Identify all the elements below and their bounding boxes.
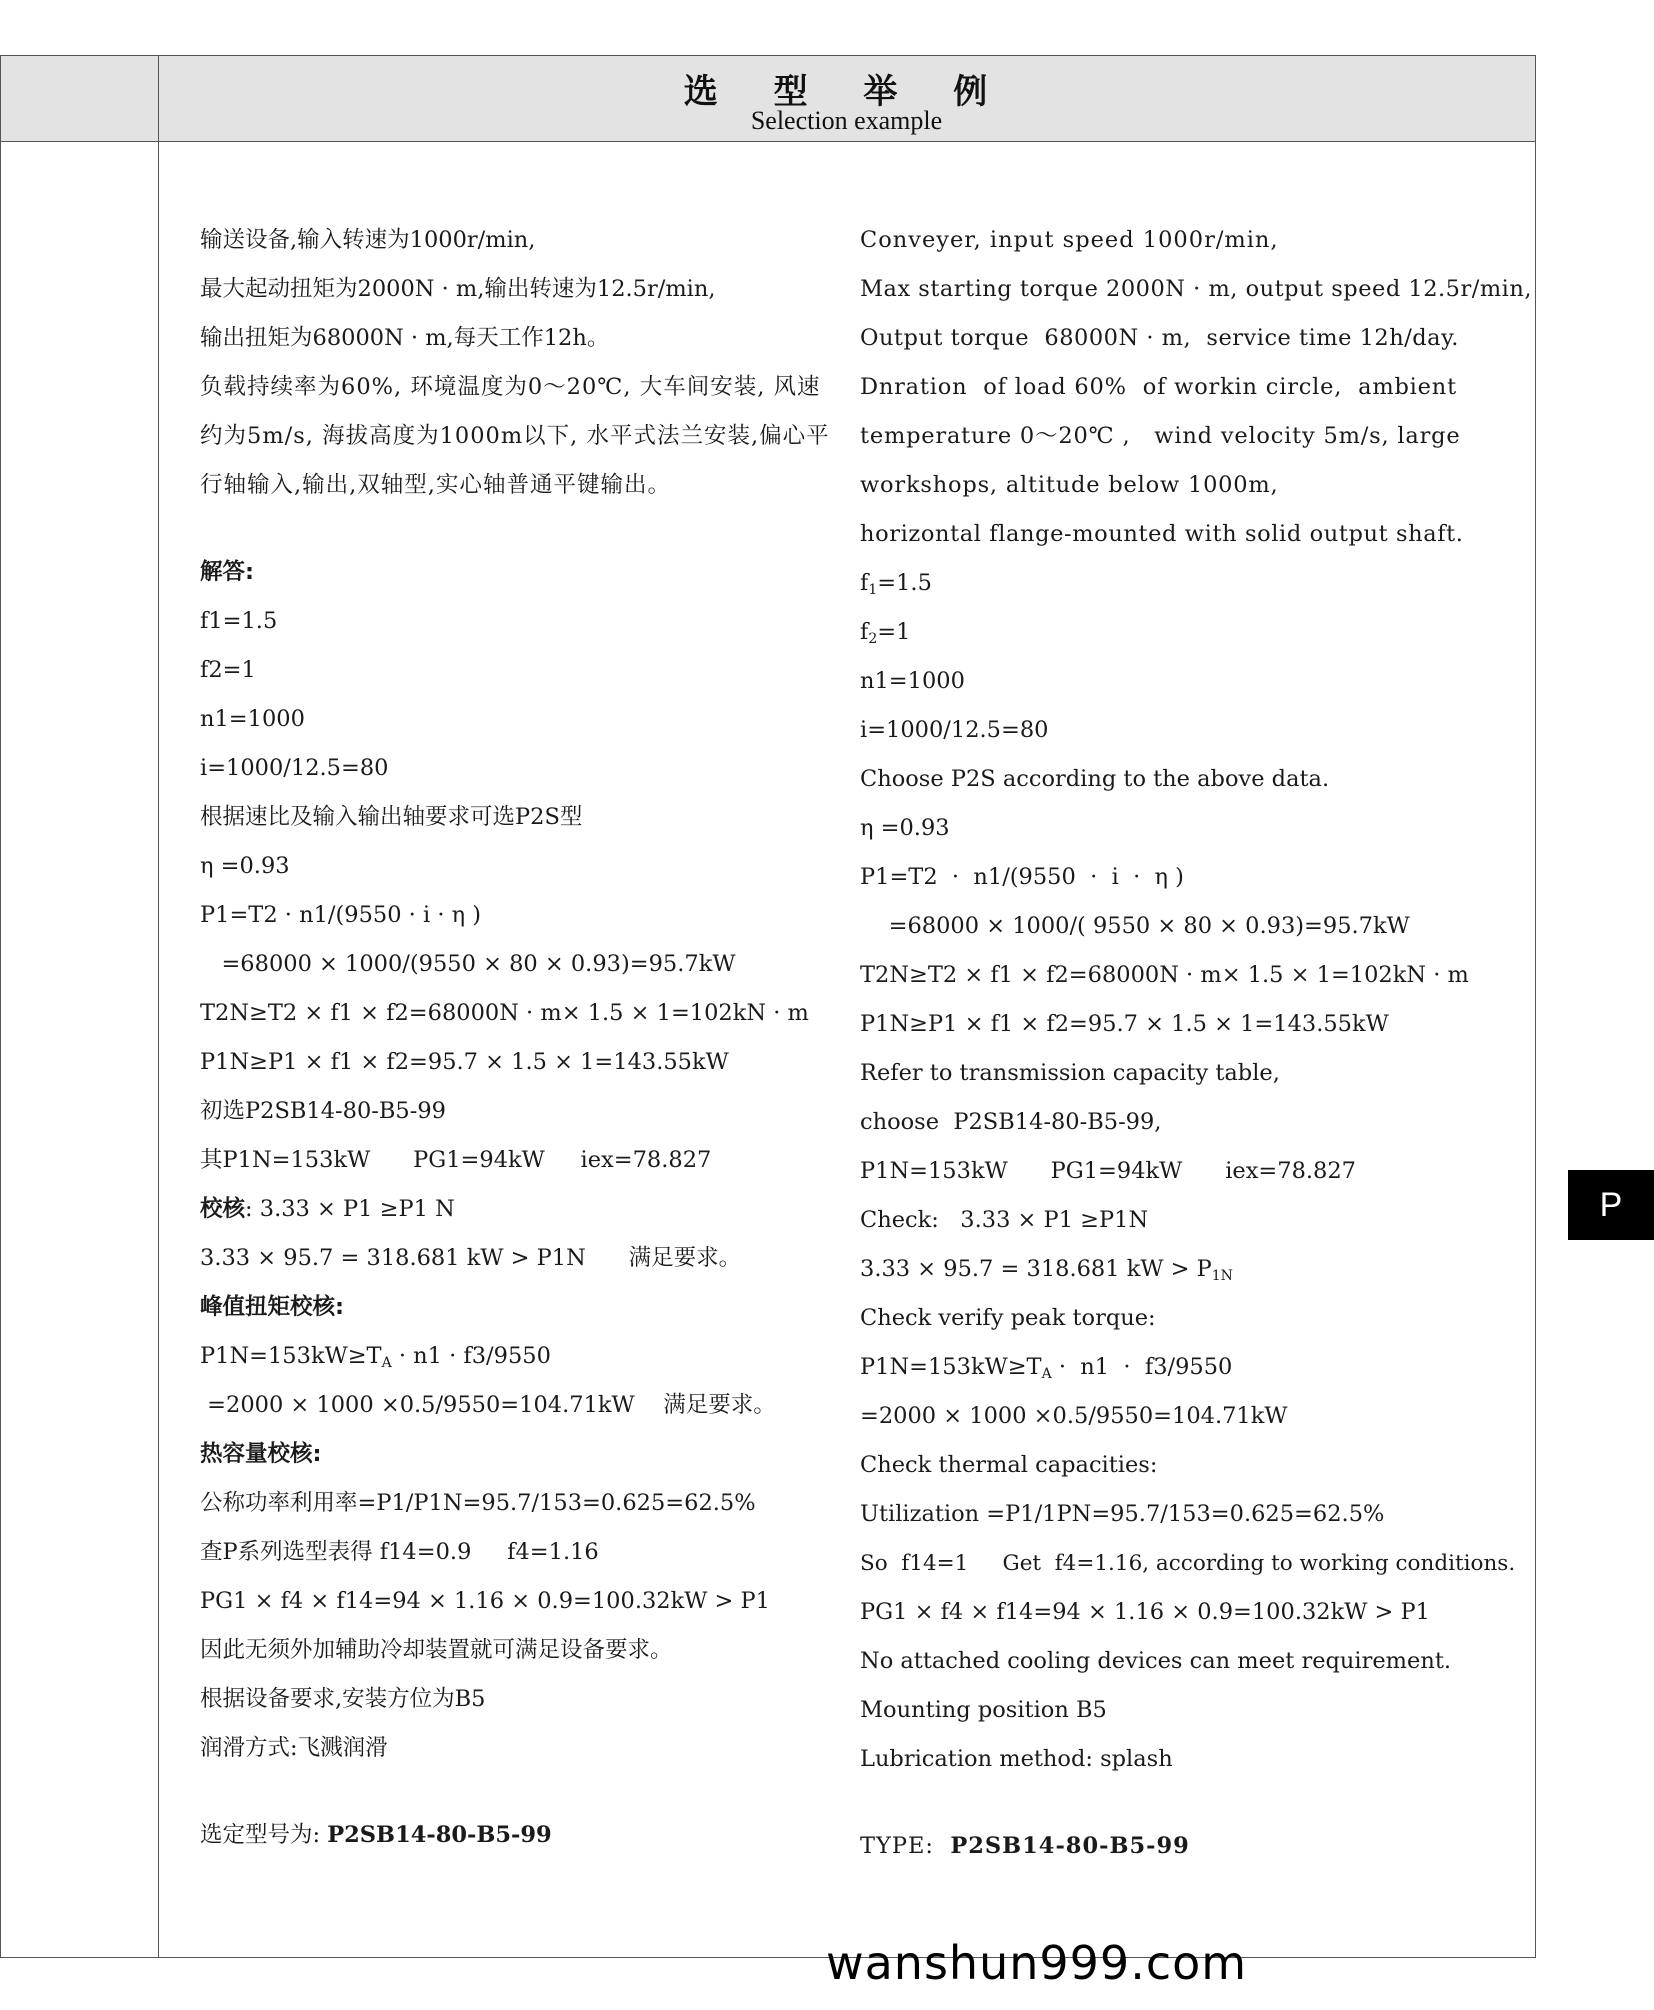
calc-line: i=1000/12.5=80 (200, 755, 389, 781)
intro-line: 输送设备,输入转速为1000r/min, (200, 227, 536, 253)
thermal-line: 查P系列选型表得 f14=0.9 f4=1.16 (200, 1539, 599, 1565)
calc-line: T2N≥T2 × f1 × f2=68000N · m× 1.5 × 1=102kN · m (200, 1000, 809, 1026)
calc-line: f1=1.5 (200, 608, 278, 634)
calc-line: Refer to transmission capacity table, (860, 1060, 1280, 1086)
intro-line: 输出扭矩为68000N · m,每天工作12h。 (200, 325, 610, 351)
check-label: 校核 (200, 1196, 246, 1222)
intro-line: Dnration of load 60% of workin circle, ambient (860, 374, 1457, 400)
peak-result: =2000 × 1000 ×0.5/9550=104.71kW (860, 1403, 1288, 1429)
type-value: P2SB14-80-B5-99 (327, 1822, 552, 1848)
calc-line: Choose P2S according to the above data. (860, 766, 1330, 792)
f2-line: $f_2=1$ (860, 619, 911, 647)
peak-line: $P1N=153kW\ge T_A \cdot n1 \cdot f3/9550$ (860, 1354, 1233, 1382)
calc-line: P1N≥P1 × f1 × f2=95.7 × 1.5 × 1=143.55kW (860, 1011, 1389, 1037)
type-label: TYPE: (860, 1833, 951, 1859)
thermal-heading: Check thermal capacities: (860, 1452, 1158, 1478)
intro-line: Conveyer, input speed 1000r/min, (860, 227, 1279, 253)
calc-line: η =0.93 (860, 815, 950, 841)
intro-line: Max starting torque 2000N · m, output speed 12.5r/min, (860, 276, 1532, 302)
calc-line: =68000 × 1000/(9550 × 80 × 0.93)=95.7kW (200, 951, 736, 977)
check-result: 3.33 × 95.7 = 318.681 kW > P1N 满足要求。 (200, 1245, 742, 1271)
check-result: 3.33 × 95.7 = 318.681 kW > $P_{1N}$ (860, 1256, 1233, 1284)
intro-line: Output torque 68000N · m, service time 12h/day. (860, 325, 1459, 351)
thermal-line: No attached cooling devices can meet requirement. (860, 1648, 1452, 1674)
type-value: P2SB14-80-B5-99 (950, 1833, 1190, 1859)
thermal-line: PG1 × f4 × f14=94 × 1.16 × 0.9=100.32kW > P1 (200, 1588, 770, 1614)
english-column (860, 216, 1532, 1871)
thermal-line: So f14=1 Get f4=1.16, according to working conditions. (860, 1551, 1516, 1576)
peak-heading: 峰值扭矩校核: (200, 1294, 344, 1320)
watermark: wanshun999.com (826, 1936, 1248, 1990)
calc-line: T2N≥T2 × f1 × f2=68000N · m× 1.5 × 1=102kN · m (860, 962, 1469, 988)
calc-line: P1N=153kW PG1=94kW iex=78.827 (860, 1158, 1356, 1184)
thermal-line: Mounting position B5 (860, 1697, 1107, 1723)
thermal-line: Lubrication method: splash (860, 1746, 1173, 1772)
intro-line: temperature 0～20℃ , wind velocity 5m/s, large (860, 423, 1461, 449)
type-label: 选定型号为: (200, 1822, 328, 1848)
title-chinese: 选 型 举 例 (683, 72, 1010, 112)
chinese-column (200, 216, 830, 1860)
calc-line: 其P1N=153kW PG1=94kW iex=78.827 (200, 1147, 712, 1173)
thermal-line: Utilization =P1/1PN=95.7/153=0.625=62.5% (860, 1501, 1385, 1527)
intro-line: 最大起动扭矩为2000N · m,输出转速为12.5r/min, (200, 276, 716, 302)
check-value: : 3.33 × P1 ≥P1 N (245, 1196, 455, 1222)
f1-line: $f_1=1.5$ (860, 570, 932, 598)
thermal-heading: 热容量校核: (200, 1441, 322, 1467)
peak-result: =2000 × 1000 ×0.5/9550=104.71kW 满足要求。 (200, 1392, 776, 1418)
calc-line: i=1000/12.5=80 (860, 717, 1049, 743)
margin-divider (158, 56, 159, 1957)
calc-line: n1=1000 (200, 706, 305, 732)
calc-line: P1=T2 · n1/(9550 · i · η ) (860, 864, 1184, 890)
title-english: Selection example (750, 106, 943, 135)
intro-paragraph: 负载持续率为60%, 环境温度为0～20℃, 大车间安装, 风速约为5m/s, 海拔高度为1000m以下, 水平式法兰安装,偏心平行轴输入,输出,双轴型,实心轴普通平键输出。 (200, 374, 830, 498)
calc-line: η =0.93 (200, 853, 290, 879)
section-tab: P (1568, 1170, 1654, 1240)
calc-line: P1=T2 · n1/(9550 · i · η ) (200, 902, 482, 928)
calc-line: P1N≥P1 × f1 × f2=95.7 × 1.5 × 1=143.55kW (200, 1049, 729, 1075)
check-line: Check: 3.33 × P1 ≥P1N (860, 1207, 1149, 1233)
thermal-line: 公称功率利用率=P1/P1N=95.7/153=0.625=62.5% (200, 1490, 756, 1516)
calc-line: choose P2SB14-80-B5-99, (860, 1109, 1162, 1135)
check-line (200, 1185, 830, 1234)
calc-line: f2=1 (200, 657, 256, 683)
intro-line: workshops, altitude below 1000m, (860, 472, 1279, 498)
calc-line: =68000 × 1000/( 9550 × 80 × 0.93)=95.7kW (860, 913, 1410, 939)
thermal-line: PG1 × f4 × f14=94 × 1.16 × 0.9=100.32kW > P1 (860, 1599, 1430, 1625)
selected-type (200, 1811, 830, 1860)
thermal-line: 因此无须外加辅助冷却装置就可满足设备要求。 (200, 1637, 673, 1663)
calc-line: 初选P2SB14-80-B5-99 (200, 1098, 446, 1124)
calc-line: n1=1000 (860, 668, 965, 694)
intro-line: horizontal flange-mounted with solid output shaft. (860, 521, 1464, 547)
selected-type (860, 1822, 1520, 1871)
thermal-line: 润滑方式:飞溅润滑 (200, 1735, 388, 1761)
answer-heading: 解答: (200, 559, 254, 585)
thermal-line: 根据设备要求,安装方位为B5 (200, 1686, 486, 1712)
calc-line: 根据速比及输入输出轴要求可选P2S型 (200, 804, 583, 830)
peak-line: $P1N=153kW\ge T_A \cdot n1 \cdot f3/9550$ (200, 1343, 551, 1371)
peak-heading: Check verify peak torque: (860, 1305, 1156, 1331)
